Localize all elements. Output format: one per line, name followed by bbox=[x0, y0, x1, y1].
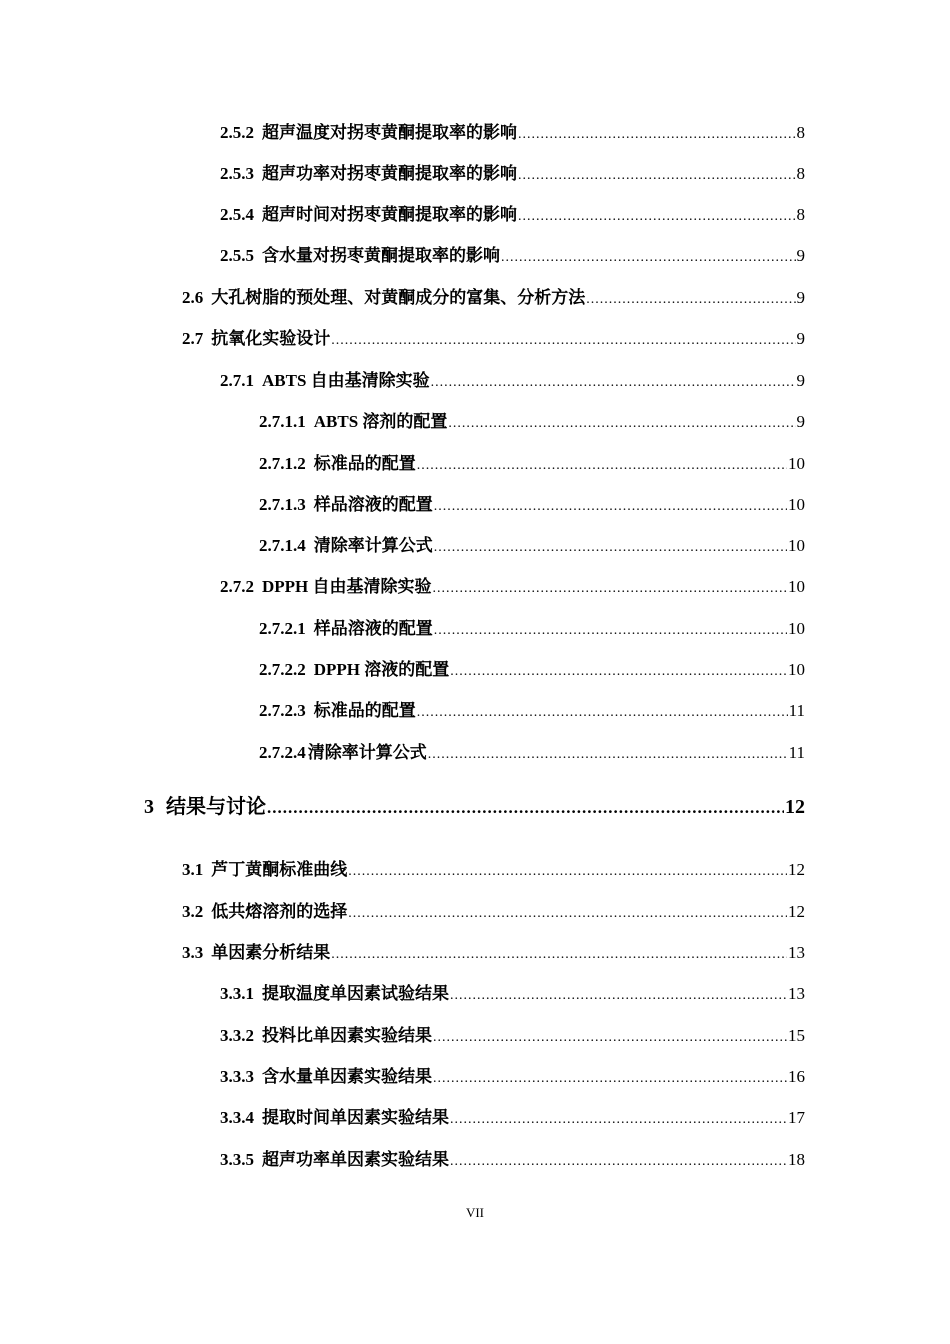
toc-page: 9 bbox=[796, 246, 805, 265]
toc-entry-2-7-2-4[interactable] bbox=[259, 738, 805, 763]
toc-entry-2-6[interactable] bbox=[182, 283, 805, 308]
toc-page: 12 bbox=[785, 796, 805, 818]
toc-number: 2.7.1.4 bbox=[259, 536, 306, 555]
toc-entry-2-5-2[interactable] bbox=[220, 118, 805, 143]
toc-page: 8 bbox=[796, 164, 805, 183]
toc-title: DPPH 自由基清除实验 bbox=[262, 577, 432, 596]
toc-number: 2.7.2.2 bbox=[259, 660, 306, 679]
toc-entry-2-7-1[interactable] bbox=[220, 366, 805, 391]
toc-entry-3-3-2[interactable] bbox=[220, 1021, 805, 1046]
toc-leader bbox=[450, 1154, 787, 1170]
toc-title: 抗氧化实验设计 bbox=[211, 329, 331, 348]
toc-page: 8 bbox=[796, 205, 805, 224]
toc-title: 超声温度对拐枣黄酮提取率的影响 bbox=[262, 123, 517, 142]
toc-leader bbox=[450, 664, 787, 680]
toc-page: 13 bbox=[788, 943, 805, 962]
toc-page: 16 bbox=[788, 1067, 805, 1086]
toc-leader bbox=[331, 947, 787, 963]
toc-page: 10 bbox=[788, 660, 805, 679]
toc-leader bbox=[433, 1030, 787, 1046]
toc-number: 2.5.4 bbox=[220, 205, 254, 224]
toc-title: 样品溶液的配置 bbox=[313, 619, 433, 638]
toc-number: 2.5.3 bbox=[220, 164, 254, 183]
toc-leader bbox=[433, 581, 787, 597]
toc-title: ABTS 溶剂的配置 bbox=[313, 412, 448, 431]
toc-number: 3.2 bbox=[182, 902, 204, 921]
toc-title: 标准品的配置 bbox=[313, 701, 416, 720]
toc-title: 超声功率对拐枣黄酮提取率的影响 bbox=[262, 164, 517, 183]
toc-leader bbox=[348, 906, 787, 922]
toc-number: 2.7.2.3 bbox=[259, 701, 306, 720]
toc-title: 低共熔溶剂的选择 bbox=[211, 902, 348, 921]
toc-leader bbox=[431, 375, 796, 391]
toc-page: 10 bbox=[788, 536, 805, 555]
toc-page: 9 bbox=[796, 412, 805, 431]
toc-leader bbox=[518, 209, 796, 225]
toc-number: 3.3.2 bbox=[220, 1026, 254, 1045]
toc-page: 17 bbox=[788, 1108, 805, 1127]
toc-number: 2.7.2 bbox=[220, 577, 254, 596]
toc-page: 9 bbox=[796, 371, 805, 390]
toc-entry-2-5-3[interactable] bbox=[220, 159, 805, 184]
toc-number: 2.7 bbox=[182, 329, 204, 348]
toc-number: 2.7.1.3 bbox=[259, 495, 306, 514]
toc-page: 12 bbox=[788, 860, 805, 879]
toc-number: 3.3.3 bbox=[220, 1067, 254, 1086]
toc-title: 单因素分析结果 bbox=[211, 943, 331, 962]
toc-page: 11 bbox=[788, 701, 805, 720]
toc-leader bbox=[434, 499, 787, 515]
toc-leader bbox=[501, 250, 796, 266]
toc-title: 含水量对拐枣黄酮提取率的影响 bbox=[262, 246, 500, 265]
toc-leader bbox=[450, 988, 787, 1004]
toc-number: 3.1 bbox=[182, 860, 204, 879]
toc-title: 清除率计算公式 bbox=[313, 536, 433, 555]
toc-entry-3-3-1[interactable] bbox=[220, 979, 805, 1004]
toc-page: 18 bbox=[788, 1150, 805, 1169]
toc-title: 超声时间对拐枣黄酮提取率的影响 bbox=[262, 205, 517, 224]
toc-entry-3-1[interactable] bbox=[182, 855, 805, 880]
toc-entry-3-3-3[interactable] bbox=[220, 1062, 805, 1087]
toc-page: 12 bbox=[788, 902, 805, 921]
toc-number: 2.7.2.4 bbox=[259, 743, 306, 762]
toc-number: 2.7.1.1 bbox=[259, 412, 306, 431]
toc-leader bbox=[448, 416, 795, 432]
toc-number: 2.7.1 bbox=[220, 371, 254, 390]
toc-leader bbox=[428, 747, 788, 763]
toc-leader bbox=[518, 127, 796, 143]
toc-entry-3-2[interactable] bbox=[182, 897, 805, 922]
page-number: VII bbox=[465, 1205, 485, 1220]
toc-leader bbox=[518, 168, 796, 184]
toc-page: 9 bbox=[796, 288, 805, 307]
toc-entry-2-5-4[interactable] bbox=[220, 200, 805, 225]
toc-page: 11 bbox=[788, 743, 805, 762]
toc-number: 3.3 bbox=[182, 943, 204, 962]
toc-entry-2-7-2-3[interactable] bbox=[259, 696, 805, 721]
toc-number: 3.3.1 bbox=[220, 984, 254, 1003]
toc-leader bbox=[417, 705, 788, 721]
toc-entry-2-7-1-1[interactable] bbox=[259, 407, 805, 432]
toc-number: 2.5.5 bbox=[220, 246, 254, 265]
toc-page: 13 bbox=[788, 984, 805, 1003]
toc-leader bbox=[434, 540, 787, 556]
toc-leader bbox=[417, 458, 787, 474]
toc-title: 结果与讨论 bbox=[166, 796, 266, 818]
toc-title: ABTS 自由基清除实验 bbox=[262, 371, 430, 390]
toc-leader bbox=[348, 864, 787, 880]
toc-title: 提取时间单因素实验结果 bbox=[262, 1108, 449, 1127]
toc-entry-3-3-4[interactable] bbox=[220, 1103, 805, 1128]
toc-page: 10 bbox=[788, 495, 805, 514]
toc-number: 3.3.5 bbox=[220, 1150, 254, 1169]
toc-page: 10 bbox=[788, 454, 805, 473]
toc-entry-2-7-1-4[interactable] bbox=[259, 531, 805, 556]
toc-page: 10 bbox=[788, 577, 805, 596]
toc-number: 2.7.2.1 bbox=[259, 619, 306, 638]
toc-page: 8 bbox=[796, 123, 805, 142]
toc-entry-2-7-2-1[interactable] bbox=[259, 614, 805, 639]
toc-title: 芦丁黄酮标准曲线 bbox=[211, 860, 348, 879]
toc-entry-2-5-5[interactable] bbox=[220, 241, 805, 266]
toc-number: 3.3.4 bbox=[220, 1108, 254, 1127]
toc-entry-2-7-2-2[interactable] bbox=[259, 655, 805, 680]
toc-entry-2-7-1-2[interactable] bbox=[259, 449, 805, 474]
toc-leader bbox=[586, 292, 795, 308]
toc-entry-2-7[interactable] bbox=[182, 324, 805, 349]
toc-entry-2-7-1-3[interactable] bbox=[259, 490, 805, 515]
toc-title: 超声功率单因素实验结果 bbox=[262, 1150, 449, 1169]
toc-title: 标准品的配置 bbox=[313, 454, 416, 473]
toc-leader bbox=[331, 333, 795, 349]
toc-title: 大孔树脂的预处理、对黄酮成分的富集、分析方法 bbox=[211, 288, 586, 307]
toc-number: 2.6 bbox=[182, 288, 204, 307]
toc-title: 清除率计算公式 bbox=[307, 743, 427, 762]
toc-title: 投料比单因素实验结果 bbox=[262, 1026, 432, 1045]
toc-title: 含水量单因素实验结果 bbox=[262, 1067, 432, 1086]
toc-number: 2.5.2 bbox=[220, 123, 254, 142]
toc-leader bbox=[267, 798, 784, 818]
toc-page: 10 bbox=[788, 619, 805, 638]
toc-entry-2-7-2[interactable] bbox=[220, 572, 805, 597]
toc-leader bbox=[450, 1112, 787, 1128]
toc-number: 3 bbox=[144, 796, 154, 818]
toc-leader bbox=[434, 623, 787, 639]
toc-title: 样品溶液的配置 bbox=[313, 495, 433, 514]
toc-title: DPPH 溶液的配置 bbox=[313, 660, 450, 679]
toc-leader bbox=[433, 1071, 787, 1087]
toc-page: 9 bbox=[796, 329, 805, 348]
toc-page: 15 bbox=[788, 1026, 805, 1045]
toc-title: 提取温度单因素试验结果 bbox=[262, 984, 449, 1003]
toc-number: 2.7.1.2 bbox=[259, 454, 306, 473]
toc-entry-3-3[interactable] bbox=[182, 938, 805, 963]
toc-entry-3-3-5[interactable] bbox=[220, 1145, 805, 1170]
toc-entry-3[interactable] bbox=[144, 790, 805, 819]
